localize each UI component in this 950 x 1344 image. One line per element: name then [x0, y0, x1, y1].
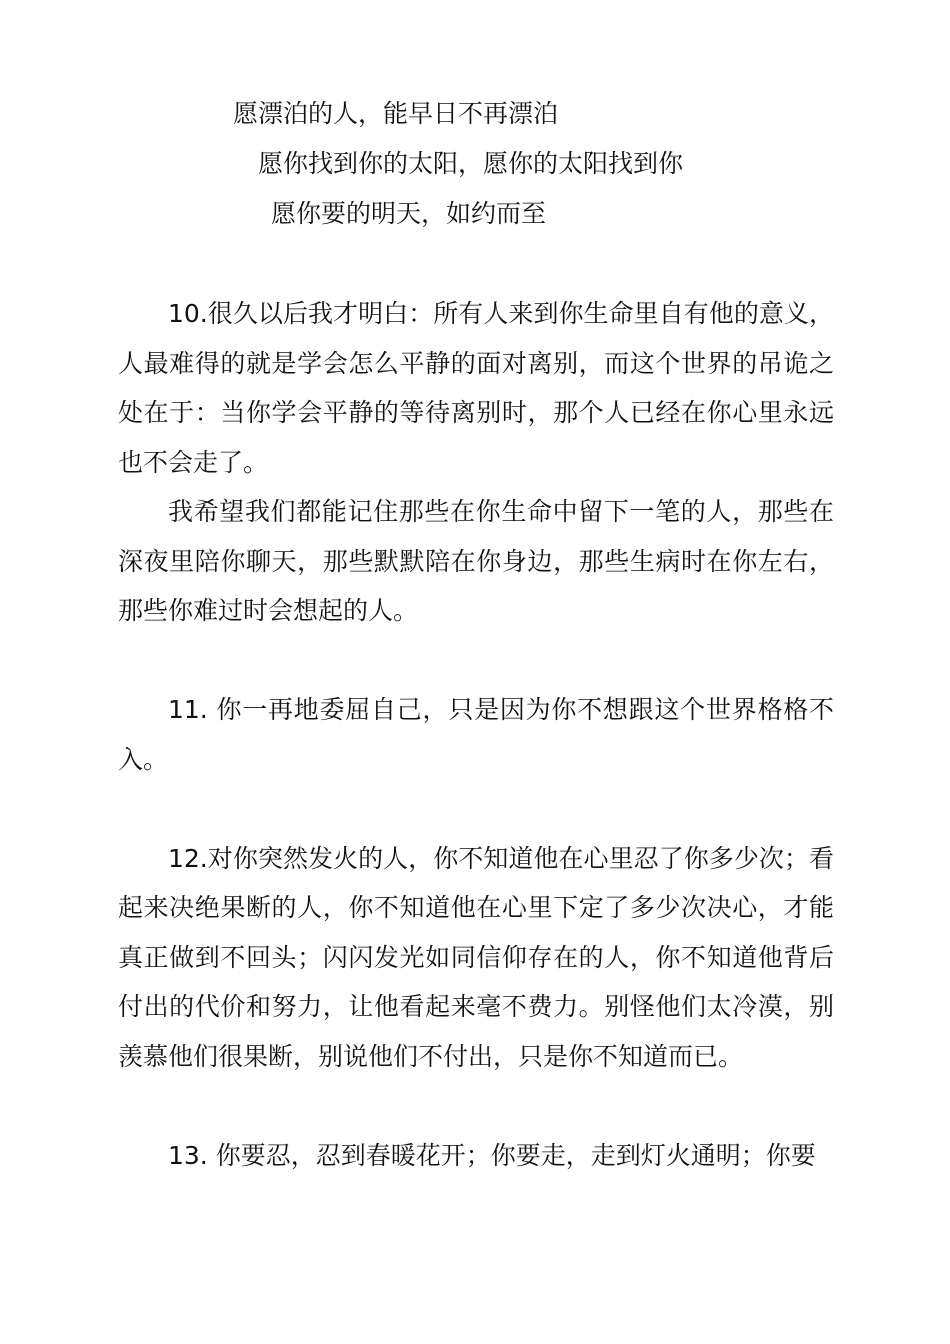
- document-body: [118, 289, 834, 1180]
- paragraph-gap: [118, 1081, 834, 1131]
- paragraph-gap: [118, 636, 834, 686]
- paragraph-13: 13. 你要忍，忍到春暖花开；你要走，走到灯火通明；你要: [168, 1140, 816, 1170]
- paragraph-11: 11. 你一再地委屈自己，只是因为你不想跟这个世界格格不入。: [118, 695, 834, 774]
- poem-line-2: 愿你找到你的太阳，愿你的太阳找到你: [258, 149, 684, 178]
- paragraph-12: 12.对你突然发火的人，你不知道他在心里忍了你多少次；看起来决绝果断的人，你不知道他在心里下定了多少次决心，才能真正做到不回头；闪闪发光如同信仰存在的人，你不知道他背后付出的代价和努力，让他看起来毫不费力。别怪他们太冷漠，别羡慕他们很果断，别说他们不付出，只是你不知道而已。: [118, 843, 834, 1071]
- paragraph-10: 10.很久以后我才明白：所有人来到你生命里自有他的意义，人最难得的就是学会怎么平静的面对离别，而这个世界的吊诡之处在于：当你学会平静的等待离别时，那个人已经在你心里永远也不会走了。: [118, 299, 834, 477]
- paragraph-10-continued: 我希望我们都能记住那些在你生命中留下一笔的人，那些在深夜里陪你聊天，那些默默陪在你身边，那些生病时在你左右，那些你难过时会想起的人。: [118, 497, 834, 625]
- paragraph-gap: [118, 784, 834, 834]
- poem-line-3: 愿你要的明天，如约而至: [271, 199, 547, 228]
- poem-line-1: 愿漂泊的人，能早日不再漂泊: [233, 99, 559, 128]
